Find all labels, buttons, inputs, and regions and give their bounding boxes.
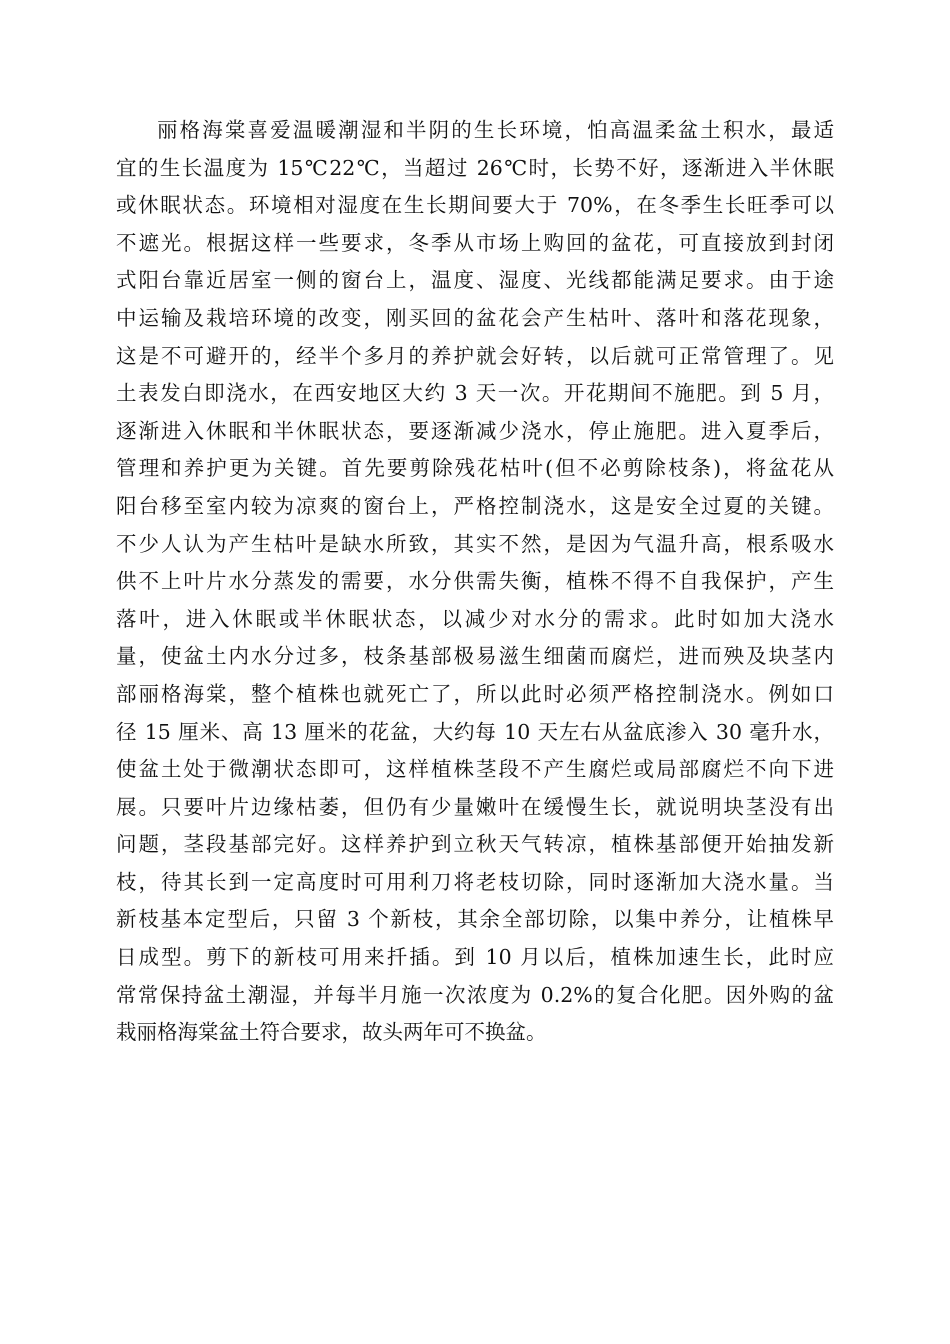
paragraph-line: 丽格海棠喜爱温暖潮湿和半阴的生长环境，怕高温柔盆土积水，最适 [157, 118, 834, 142]
paragraph-line: 阳台移至室内较为凉爽的窗台上，严格控制浇水，这是安全过夏的关键。 [116, 493, 834, 518]
paragraph-line: 常常保持盆土潮湿，并每半月施一次浓度为 0.2%的复合化肥。因外购的盆 [116, 982, 834, 1007]
paragraph-line: 宜的生长温度为 15℃22℃，当超过 26℃时，长势不好，逐渐进入半休眠 [116, 155, 834, 180]
paragraph-line: 枝，待其长到一定高度时可用利刀将老枝切除，同时逐渐加大浇水量。当 [116, 869, 834, 894]
paragraph-line: 逐渐进入休眠和半休眠状态，要逐渐减少浇水，停止施肥。进入夏季后， [116, 418, 834, 443]
paragraph-line: 栽丽格海棠盆土符合要求，故头两年可不换盆。 [116, 1020, 547, 1045]
paragraph-line: 式阳台靠近居室一侧的窗台上，温度、湿度、光线都能满足要求。由于途 [116, 268, 834, 293]
paragraph-line: 土表发白即浇水，在西安地区大约 3 天一次。开花期间不施肥。到 5 月， [116, 381, 834, 406]
paragraph-line: 落叶，进入休眠或半休眠状态，以减少对水分的需求。此时如加大浇水 [116, 606, 834, 631]
paragraph-line: 量，使盆土内水分过多，枝条基部极易滋生细菌而腐烂，进而殃及块茎内 [116, 644, 834, 669]
paragraph-line: 这是不可避开的，经半个多月的养护就会好转，以后就可正常管理了。见 [116, 343, 834, 368]
paragraph-line: 径 15 厘米、高 13 厘米的花盆，大约每 10 天左右从盆底渗入 30 毫升水， [116, 719, 834, 744]
paragraph-line: 供不上叶片水分蒸发的需要，水分供需失衡，植株不得不自我保护，产生 [116, 569, 834, 594]
body-paragraph [116, 112, 834, 1052]
paragraph-line: 中运输及栽培环境的改变，刚买回的盆花会产生枯叶、落叶和落花现象， [116, 305, 834, 330]
paragraph-line: 部丽格海棠，整个植株也就死亡了，所以此时必须严格控制浇水。例如口 [116, 681, 834, 706]
paragraph-line: 使盆土处于微潮状态即可，这样植株茎段不产生腐烂或局部腐烂不向下进 [116, 757, 834, 782]
paragraph-line: 问题，茎段基部完好。这样养护到立秋天气转凉，植株基部便开始抽发新 [116, 832, 834, 857]
paragraph-line: 不遮光。根据这样一些要求，冬季从市场上购回的盆花，可直接放到封闭 [116, 230, 834, 255]
paragraph-line: 或休眠状态。环境相对湿度在生长期间要大于 70%，在冬季生长旺季可以 [116, 193, 834, 218]
paragraph-line: 展。只要叶片边缘枯萎，但仍有少量嫩叶在缓慢生长，就说明块茎没有出 [116, 794, 834, 819]
paragraph-line: 日成型。剪下的新枝可用来扦插。到 10 月以后，植株加速生长，此时应 [116, 945, 834, 970]
paragraph-line: 管理和养护更为关键。首先要剪除残花枯叶(但不必剪除枝条)，将盆花从 [116, 456, 834, 481]
paragraph-line: 新枝基本定型后，只留 3 个新枝，其余全部切除，以集中养分，让植株早 [116, 907, 834, 932]
paragraph-line: 不少人认为产生枯叶是缺水所致，其实不然，是因为气温升高，根系吸水 [116, 531, 834, 556]
